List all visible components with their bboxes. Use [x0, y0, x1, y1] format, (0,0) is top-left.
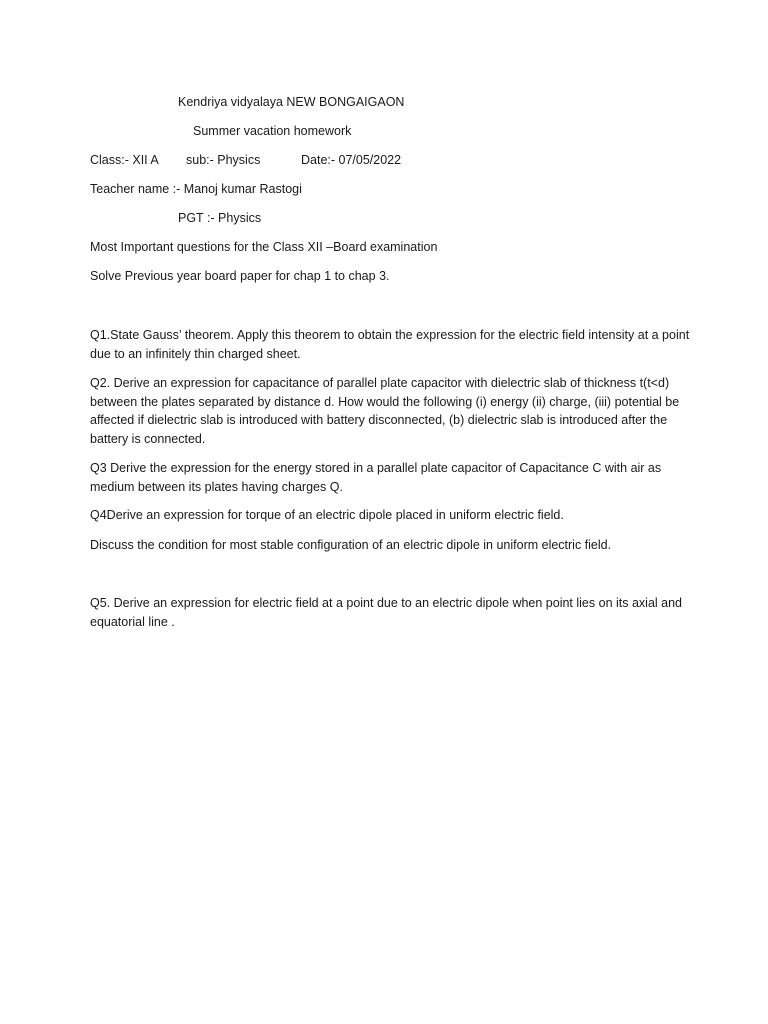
question-2: Q2. Derive an expression for capacitance of parallel plate capacitor with dielectric slab of thickness t(t<d) between the plates separated by distance d. How would the following (i) energy (ii) charge, (iii) potential be affected if dielectric slab is introduced with battery disconnected, (b) dielectric slab is introduced after the battery is connected. — [90, 376, 680, 446]
subject-label: sub:- Physics — [186, 153, 261, 167]
intro-line-2: Solve Previous year board paper for chap 1 to chap 3. — [90, 269, 390, 283]
date-label: Date:- 07/05/2022 — [301, 153, 402, 167]
intro-line-1: Most Important questions for the Class XII –Board examination — [90, 240, 438, 254]
homework-title: Summer vacation homework — [193, 124, 352, 138]
teacher-name: Teacher name :- Manoj kumar Rastogi — [90, 182, 302, 196]
question-5: Q5. Derive an expression for electric field at a point due to an electric dipole when point lies on its axial and equatorial line . — [90, 596, 682, 629]
question-4-part-b: Discuss the condition for most stable configuration of an electric dipole in uniform electric field. — [90, 538, 612, 552]
teacher-designation: PGT :- Physics — [178, 211, 262, 225]
school-name: Kendriya vidyalaya NEW BONGAIGAON — [178, 95, 405, 109]
question-3: Q3 Derive the expression for the energy stored in a parallel plate capacitor of Capacitance C with air as medium between its plates having charges Q. — [90, 461, 662, 494]
class-label: Class:- XII A — [90, 153, 159, 167]
question-1: Q1.State Gauss’ theorem. Apply this theorem to obtain the expression for the electric field intensity at a point due to an infinitely thin charged sheet. — [90, 328, 690, 361]
question-4: Q4Derive an expression for torque of an electric dipole placed in uniform electric field. — [90, 508, 564, 522]
